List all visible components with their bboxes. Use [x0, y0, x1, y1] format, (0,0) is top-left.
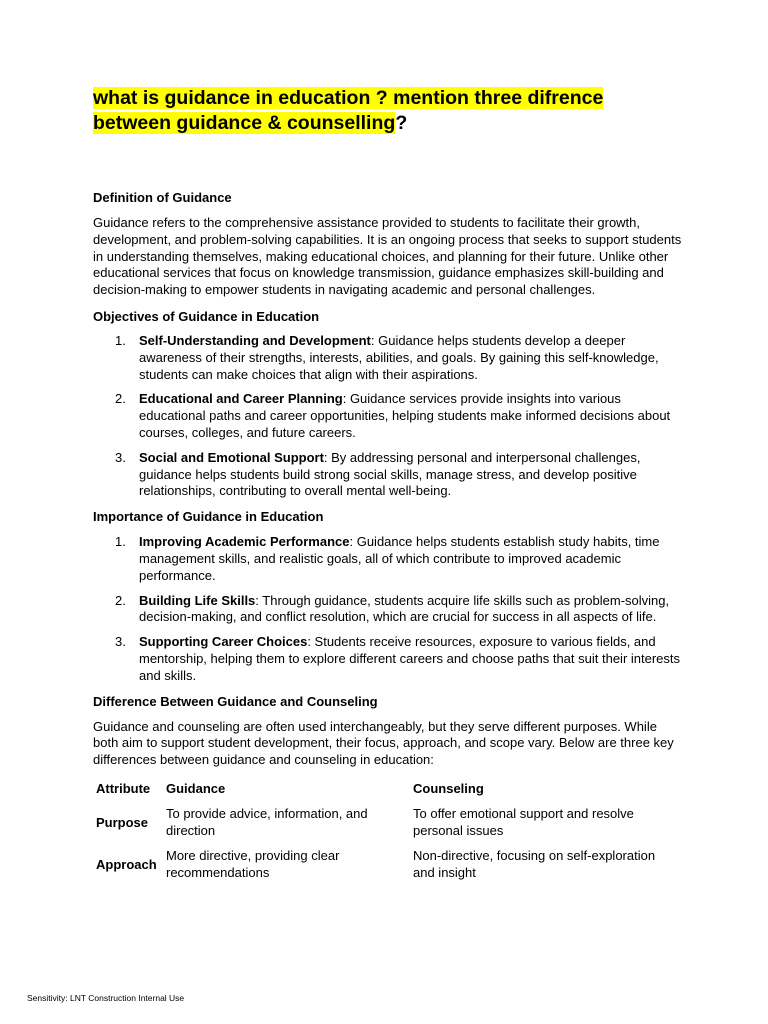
- list-term: Building Life Skills: [139, 592, 256, 608]
- difference-paragraph: Guidance and counseling are often used interchangeably, but they serve different purposes. While both aim to support student development, their focus, approach, and scope vary. Below are three key differences between guidance and counseling in education:: [93, 718, 674, 768]
- list-number: 2.: [115, 592, 126, 608]
- objectives-list: [93, 333, 683, 500]
- table-row: [93, 802, 673, 844]
- list-item: [93, 450, 683, 500]
- sensitivity-footer: Sensitivity: LNT Construction Internal Use: [27, 993, 185, 1003]
- document-title: [93, 86, 683, 136]
- table-cell-attribute: Purpose: [96, 814, 149, 830]
- title-suffix: ?: [395, 112, 408, 134]
- table-cell-attribute: Approach: [96, 856, 157, 872]
- list-number: 1.: [115, 332, 126, 348]
- definition-heading: Definition of Guidance: [93, 190, 232, 205]
- list-item: [93, 391, 683, 441]
- document-body: [93, 86, 683, 886]
- table-cell-counseling: To offer emotional support and resolve personal issues: [413, 806, 634, 838]
- list-item: [93, 333, 683, 383]
- difference-heading: Difference Between Guidance and Counseling: [93, 693, 378, 709]
- list-item: [93, 534, 683, 584]
- importance-list: [93, 534, 683, 684]
- difference-table: [93, 776, 673, 886]
- list-number: 3.: [115, 634, 126, 650]
- list-term: Self-Understanding and Development: [139, 332, 371, 348]
- list-text: : Guidance helps students establish study habits, time management skills, and realistic goals, all of which contribute to improved academic performance.: [139, 534, 660, 583]
- list-number: 3.: [115, 449, 126, 465]
- table-row: [93, 844, 673, 886]
- table-header-attribute: Attribute: [96, 780, 151, 796]
- list-term: Supporting Career Choices: [139, 634, 308, 650]
- list-term: Social and Emotional Support: [139, 449, 324, 465]
- list-term: Improving Academic Performance: [139, 534, 350, 550]
- list-item: [93, 634, 683, 684]
- list-text: : Guidance services provide insights into various educational paths and career opportunities, helping students make informed decisions about courses, colleges, and future careers.: [139, 391, 671, 440]
- table-header-row: [93, 776, 673, 802]
- list-text: : Students receive resources, exposure to various fields, and mentorship, helping them to explore different careers and choose paths that suit their interests and skills.: [139, 634, 681, 683]
- list-text: : Through guidance, students acquire life skills such as problem-solving, decision-making, and conflict resolution, which are crucial for success in all aspects of life.: [139, 592, 670, 625]
- table-header-counseling: Counseling: [413, 780, 484, 796]
- objectives-heading: Objectives of Guidance in Education: [93, 308, 320, 324]
- list-term: Educational and Career Planning: [139, 391, 343, 407]
- title-highlight: what is guidance in education ? mention three difrence between guidance & counselling: [93, 87, 604, 134]
- list-number: 1.: [115, 534, 126, 550]
- list-number: 2.: [115, 391, 126, 407]
- list-item: [93, 593, 683, 627]
- table-cell-guidance: More directive, providing clear recommendations: [166, 848, 340, 880]
- table-cell-guidance: To provide advice, information, and direction: [166, 806, 368, 838]
- importance-heading: Importance of Guidance in Education: [93, 509, 324, 525]
- table-header-guidance: Guidance: [166, 780, 226, 796]
- list-text: : Guidance helps students develop a deeper awareness of their strengths, interests, abilities, and goals. By gaining this self-knowledge, students can make choices that align with their aspirations.: [139, 332, 659, 382]
- list-text: : By addressing personal and interpersonal challenges, guidance helps students build strong social skills, manage stress, and develop positive relationships, contributing to overall mental well-being.: [139, 449, 641, 499]
- definition-paragraph: Guidance refers to the comprehensive assistance provided to students to facilitate their growth, development, and problem-solving capabilities. It is an ongoing process that seeks to support students in understanding themselves, making educational choices, and planning for their future. Unlike other educational services that focus on knowledge transmission, guidance emphasizes skill-building and decision-making to empower students in navigating academic and personal challenges.: [93, 215, 682, 298]
- table-cell-counseling: Non-directive, focusing on self-exploration and insight: [413, 848, 656, 880]
